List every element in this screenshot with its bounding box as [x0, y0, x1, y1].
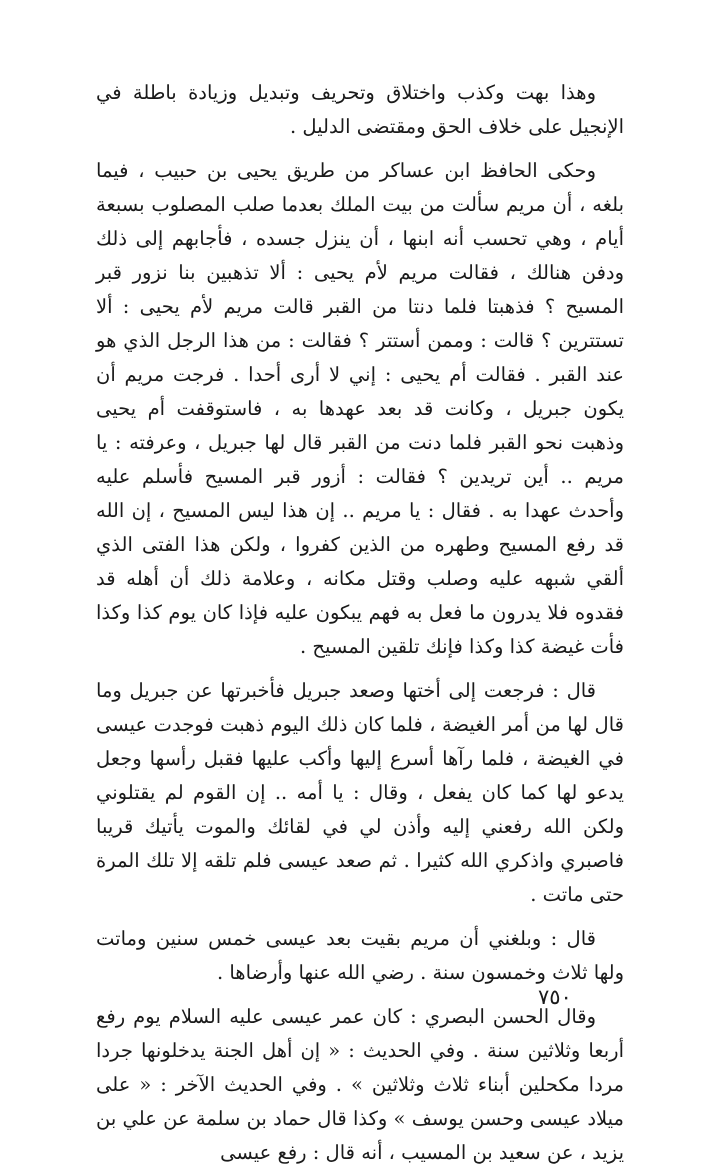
paragraph-1: وهذا بهت وكذب واختلاق وتحريف وتبديل وزيادة باطلة في الإنجيل على خلاف الحق ومقتضى الدليل . [96, 81, 624, 138]
paragraph-4: قال : وبلغني أن مريم بقيت بعد عيسى خمس سنين وماتت ولها ثلاث وخمسون سنة . رضي الله عنها وأرضاها . [96, 927, 624, 984]
paragraph-2: وحكى الحافظ ابن عساكر من طريق يحيى بن حبيب ، فيما بلغه ، أن مريم سألت من بيت الملك بعدما صلب المصلوب بسبعة أيام ، وهي تحسب أنه ابنها ، أن ينزل جسده ، فأجابهم إلى ذلك ودفن هنالك ، فقالت مريم لأم يحيى : ألا تذهبين بنا نزور قبر المسيح ؟ فذهبتا فلما دنتا من القبر قالت مريم لأم يحيى : ألا تستترين ؟ قالت : وممن أستتر ؟ فقالت : من هذا الرجل الذي هو عند القبر . فقالت أم يحيى : إني لا أرى أحدا . فرجت مريم أن يكون جبريل ، وكانت قد بعد عهدها به ، فاستوقفت أم يحيى وذهبت نحو القبر فلما دنت من القبر قال لها جبريل ، وعرفته : يا مريم .. أين تريدين ؟ فقالت : أزور قبر المسيح فأسلم عليه وأحدث عهدا به . فقال : يا مريم .. إن هذا ليس المسيح ، إن الله قد رفع المسيح وطهره من الذين كفروا ، ولكن هذا الفتى الذي ألقي شبهه عليه وصلب وقتل مكانه ، وعلامة ذلك أن أهله قد فقدوه فلا يدرون ما فعل به فهم يبكون عليه فإذا كان يوم كذا وكذا فأت غيضة كذا وكذا فإنك تلقين المسيح . [96, 159, 624, 658]
paragraph-3: قال : فرجعت إلى أختها وصعد جبريل فأخبرتها عن جبريل وما قال لها من أمر الغيضة ، فلما كان ذلك اليوم ذهبت فوجدت عيسى في الغيضة ، فلما رآها أسرع إليها وأكب عليها فقبل رأسها وجعل يدعو لها كما كان يفعل ، وقال : يا أمه .. إن القوم لم يقتلوني ولكن الله رفعني إليه وأذن لي في لقائك والموت يأتيك قريبا فاصبري واذكري الله كثيرا . ثم صعد عيسى فلم تلقه إلا تلك المرة حتى ماتت . [96, 679, 624, 906]
paragraph-5: وقال الحسن البصري : كان عمر عيسى عليه السلام يوم رفع أربعا وثلاثين سنة . وفي الحديث : « إن أهل الجنة يدخلونها جردا مردا مكحلين أبناء ثلاث وثلاثين » . وفي الحديث الآخر : « على ميلاد عيسى وحسن يوسف » وكذا قال حماد بن سلمة عن علي بن يزيد ، عن سعيد بن المسيب ، أنه قال : رفع عيسى [96, 1005, 624, 1164]
page-number: ٧٥٠ [538, 985, 572, 1009]
